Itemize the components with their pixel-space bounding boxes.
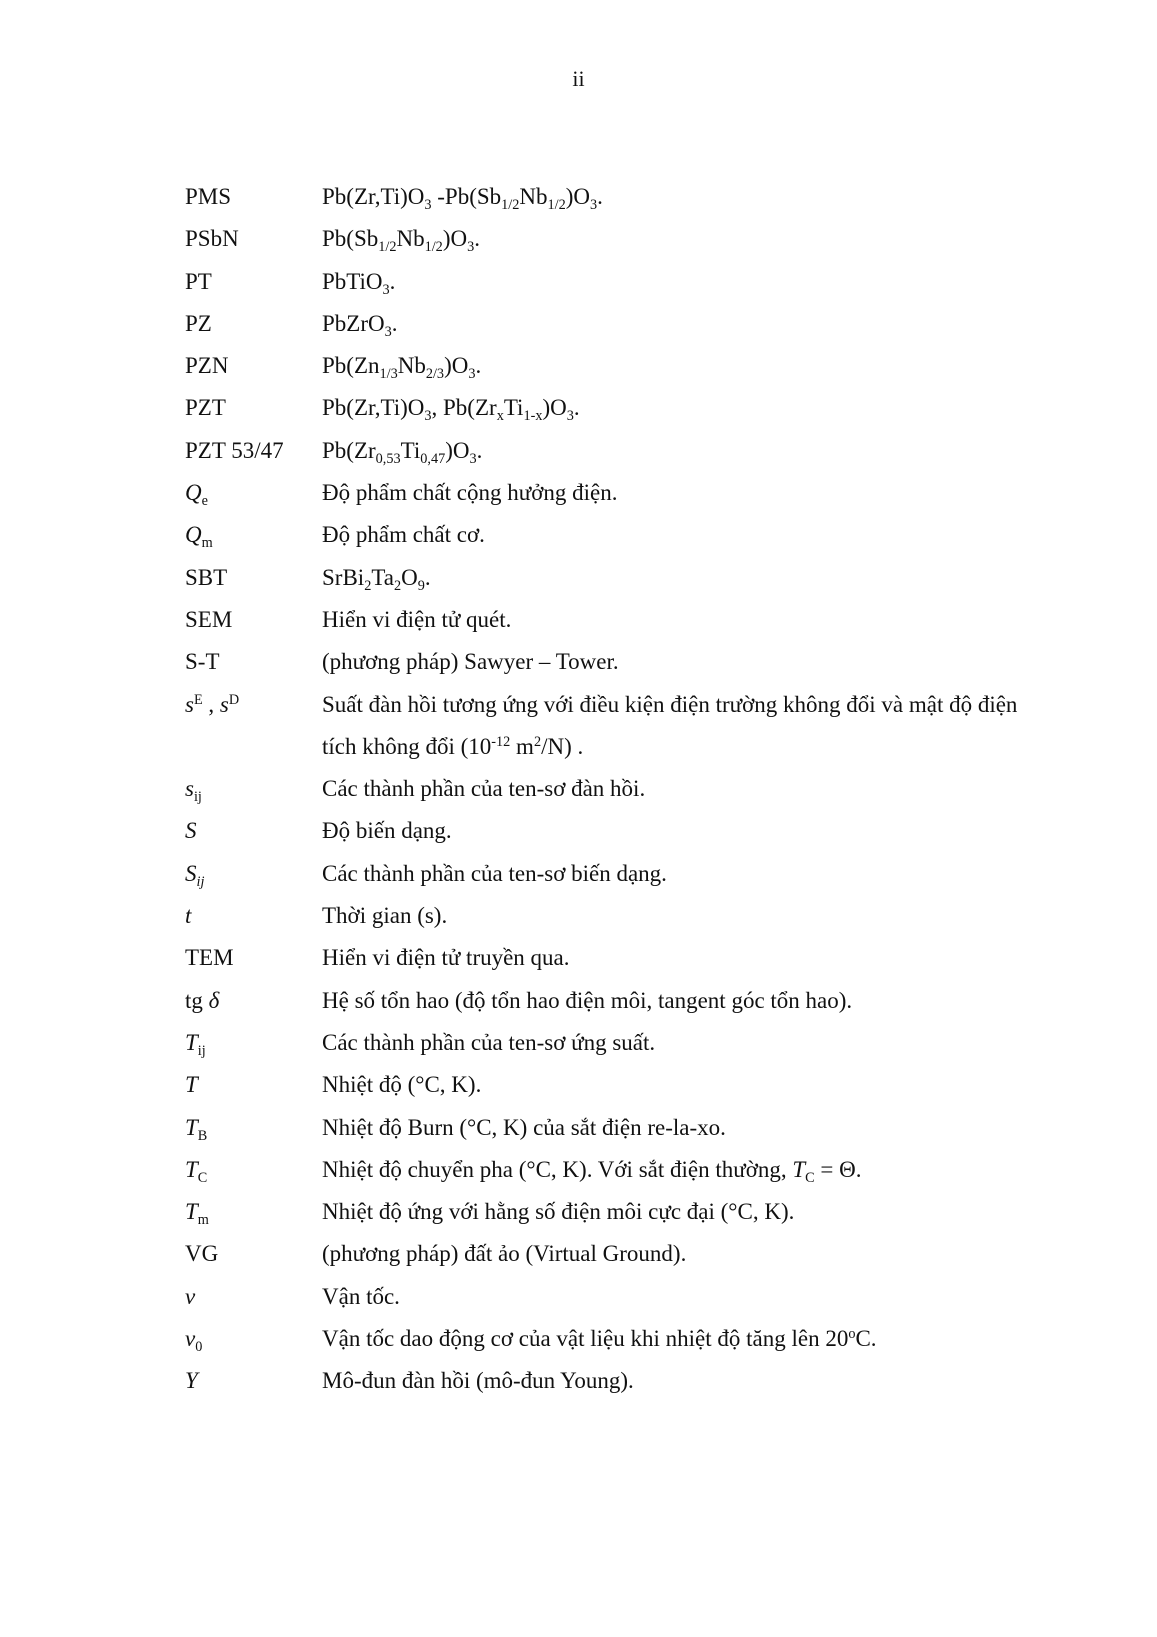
abbreviation-definition: $Pb(Zn_{1/3}Nb_{2/3})O_3$. [322,353,482,383]
abbreviation-term: PZT [185,395,226,421]
abbreviation-row [185,853,1045,895]
abbreviation-row [185,1233,1045,1275]
abbreviation-term: $Q_e$ [185,480,208,510]
abbreviation-definition: Hiển vi điện tử truyền qua. [322,945,570,971]
abbreviation-row [185,345,1045,387]
abbreviation-row [185,218,1045,260]
abbreviation-row [185,937,1045,979]
abbreviation-term: v [185,1283,196,1309]
abbreviation-row [185,810,1045,852]
abbreviation-definition: Hệ số tổn hao (độ tổn hao điện môi, tangent góc tổn hao). [322,987,853,1013]
abbreviation-definition: Mô-đun đàn hồi (mô-đun Young). [322,1368,634,1394]
abbreviation-row [185,557,1045,599]
abbreviation-definition: Suất đàn hồi tương ứng với điều kiện điện trường không đổi và mật độ điện tích không đổi ($10^{-12}$ $m^2/N$) . [322,691,1018,759]
abbreviation-definition: Độ biến dạng. [322,818,452,844]
abbreviation-definition: Các thành phần của ten-sơ ứng suất. [322,1029,656,1055]
abbreviation-definition: Nhiệt độ Burn (°C, K) của sắt điện re-la-xo. [322,1114,726,1140]
abbreviation-row [185,176,1045,218]
abbreviation-definition: $Pb(Zr,Ti)O_3$ $-Pb(Sb_{1/2}Nb_{1/2})O_3$. [322,184,603,213]
abbreviation-term: tg δ [185,987,220,1013]
abbreviation-row [185,472,1045,514]
abbreviation-term: PSbN [185,226,239,252]
abbreviation-definition: Nhiệt độ ứng với hằng số điện môi cực đại (°C, K). [322,1199,795,1225]
abbreviation-term: SEM [185,606,233,632]
abbreviation-definition: Các thành phần của ten-sơ đàn hồi. [322,776,646,802]
abbreviation-row [185,895,1045,937]
abbreviation-definition: Vận tốc. [322,1283,400,1309]
abbreviation-definition: PbZrO$_3$. [322,310,398,340]
abbreviation-term: $T_C$ [185,1156,208,1186]
abbreviation-term: PZ [185,310,212,336]
abbreviation-row [185,387,1045,429]
abbreviation-row [185,599,1045,641]
abbreviation-definition: Nhiệt độ chuyển pha (°C, K). Với sắt điện thường, $T_C = \Theta$. [322,1156,862,1186]
abbreviation-definition: Độ phẩm chất cơ. [322,522,485,548]
abbreviation-term: PMS [185,184,232,209]
abbreviation-term: $T_{ij}$ [185,1029,206,1059]
abbreviation-term: Y [185,1368,198,1394]
abbreviation-definition: $Pb(Zr_{0,53}Ti_{0,47})O_3$. [322,437,483,467]
abbreviation-term: $T_B$ [185,1114,208,1144]
abbreviation-row [185,1064,1045,1106]
abbreviation-term: S-T [185,649,220,675]
abbreviation-row [185,514,1045,556]
abbreviation-term: $s_{ij}$ [185,776,202,806]
abbreviation-row [185,980,1045,1022]
abbreviation-term: $s^E$ , $s^D$ [185,691,240,717]
abbreviation-row [185,768,1045,810]
abbreviation-list [185,176,1045,1403]
abbreviation-definition: $Pb(Zr,Ti)O_3$, $Pb(Zr_xTi_{1-x})O_3$. [322,395,580,425]
abbreviation-term: $Q_m$ [185,522,213,552]
abbreviation-row [185,1107,1045,1149]
abbreviation-row [185,303,1045,345]
abbreviation-term: $T_m$ [185,1199,209,1229]
page-number: ii [572,66,585,91]
abbreviation-row [185,684,1045,769]
abbreviation-row [185,641,1045,683]
abbreviation-row [185,1318,1045,1360]
abbreviation-row [185,1276,1045,1318]
abbreviation-definition: Các thành phần của ten-sơ biến dạng. [322,860,667,886]
abbreviation-term: T [185,1072,198,1098]
abbreviation-term: TEM [185,945,234,971]
abbreviation-definition: $SrBi_2Ta_2O_9$. [322,564,431,594]
abbreviation-row [185,1022,1045,1064]
abbreviation-term: SBT [185,564,228,590]
abbreviation-term: PZN [185,353,229,379]
abbreviation-definition: Thời gian (s). [322,903,448,929]
abbreviation-term: $S_{ij}$ [185,860,205,890]
abbreviation-term: S [185,818,197,844]
abbreviation-term: $v_0$ [185,1326,203,1355]
abbreviation-term: PT [185,268,212,294]
abbreviation-definition: Hiển vi điện tử quét. [322,606,512,632]
abbreviation-term: PZT 53/47 [185,437,284,463]
abbreviation-definition: (phương pháp) Sawyer – Tower. [322,649,619,675]
abbreviation-definition: (phương pháp) đất ảo (Virtual Ground). [322,1241,687,1267]
abbreviation-term: VG [185,1241,219,1267]
abbreviation-row [185,430,1045,472]
abbreviation-row [185,1360,1045,1402]
abbreviation-row [185,1149,1045,1191]
abbreviation-definition: Nhiệt độ (°C, K). [322,1072,482,1098]
abbreviation-row [185,261,1045,303]
abbreviation-term: t [185,903,192,929]
abbreviation-definition: $Pb(Sb_{1/2}Nb_{1/2})O_3$. [322,226,480,256]
abbreviation-definition: Vận tốc dao động cơ của vật liệu khi nhiệt độ tăng lên 20$^o$C. [322,1326,877,1352]
abbreviation-row [185,1191,1045,1233]
abbreviation-definition: PbTiO$_3$. [322,268,396,298]
abbreviation-definition: Độ phẩm chất cộng hưởng điện. [322,480,618,506]
